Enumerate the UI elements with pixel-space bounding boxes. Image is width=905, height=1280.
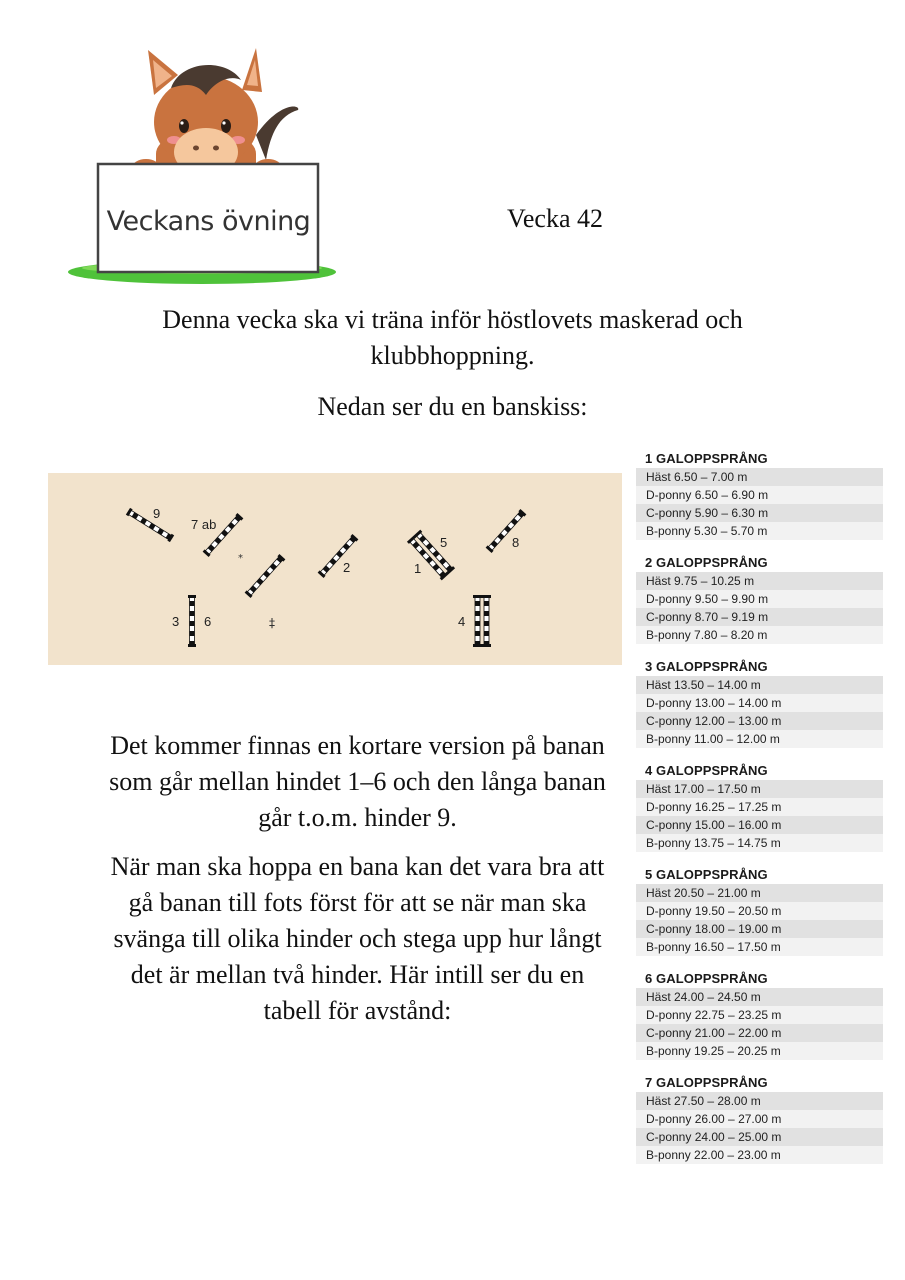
distance-row: D-ponny 9.50 – 9.90 m (636, 590, 883, 608)
distance-group (636, 1072, 883, 1164)
distance-row: B-ponny 7.80 – 8.20 m (636, 626, 883, 644)
fence-8 (486, 509, 527, 553)
distance-row: Häst 27.50 – 28.00 m (636, 1092, 883, 1110)
distance-row: C-ponny 21.00 – 22.00 m (636, 1024, 883, 1042)
veckans-ovning-logo (66, 40, 346, 290)
fence-unnumbered (245, 554, 286, 598)
distance-row: D-ponny 6.50 – 6.90 m (636, 486, 883, 504)
distance-row: C-ponny 18.00 – 19.00 m (636, 920, 883, 938)
distance-row: D-ponny 16.25 – 17.25 m (636, 798, 883, 816)
course-label-6: 6 (204, 614, 212, 629)
intro-text: Denna vecka ska vi träna inför höstlovets maskerad och klubbhoppning. (162, 305, 743, 370)
group-title: 4 GALOPPSPRÅNG (645, 763, 768, 778)
distance-row: B-ponny 5.30 – 5.70 m (636, 522, 883, 540)
distance-row: B-ponny 19.25 – 20.25 m (636, 1042, 883, 1060)
distance-row: D-ponny 22.75 – 23.25 m (636, 1006, 883, 1024)
distance-row: B-ponny 11.00 – 12.00 m (636, 730, 883, 748)
fence-2 (318, 534, 359, 578)
course-label-7ab: 7 ab (191, 517, 217, 532)
walking-course-advice: När man ska hoppa en bana kan det vara bra att gå banan till fots först för att se när man ska svänga till olika hinder och stega upp hur långt det är mellan två hinder. Här intill ser du en tabell för avstånd: (110, 852, 605, 1025)
distance-group (636, 552, 883, 644)
distance-row: C-ponny 8.70 – 9.19 m (636, 608, 883, 626)
distance-row: D-ponny 19.50 – 20.50 m (636, 902, 883, 920)
logo-text: Veckans övning (106, 206, 311, 237)
svg-text:‡: ‡ (269, 616, 275, 630)
fence-4-oxer (473, 595, 491, 647)
group-title: 2 GALOPPSPRÅNG (645, 555, 768, 570)
distance-row: Häst 6.50 – 7.00 m (636, 468, 883, 486)
distance-row: Häst 20.50 – 21.00 m (636, 884, 883, 902)
course-label-9: 9 (153, 506, 161, 521)
course-label-2: 2 (343, 560, 351, 575)
week-label: Vecka 42 (506, 204, 603, 233)
fence-9 (126, 508, 174, 542)
distance-group (636, 968, 883, 1060)
group-title: 3 GALOPPSPRÅNG (645, 659, 768, 674)
course-label-8: 8 (512, 535, 520, 550)
distance-row: C-ponny 5.90 – 6.30 m (636, 504, 883, 522)
distance-row: Häst 9.75 – 10.25 m (636, 572, 883, 590)
distance-row: B-ponny 22.00 – 23.00 m (636, 1146, 883, 1164)
distance-group (636, 448, 883, 540)
course-label-5: 5 (440, 535, 448, 550)
distance-table (636, 448, 883, 1176)
distance-group (636, 760, 883, 852)
distance-row: Häst 13.50 – 14.00 m (636, 676, 883, 694)
group-title: 6 GALOPPSPRÅNG (645, 971, 768, 986)
course-label-4: 4 (458, 614, 466, 629)
distance-row: C-ponny 24.00 – 25.00 m (636, 1128, 883, 1146)
course-label-3: 3 (172, 614, 180, 629)
distance-row: B-ponny 13.75 – 14.75 m (636, 834, 883, 852)
svg-text:*: * (238, 553, 243, 564)
group-title: 7 GALOPPSPRÅNG (645, 1075, 768, 1090)
course-sketch-drawing (48, 473, 622, 665)
group-title: 5 GALOPPSPRÅNG (645, 867, 768, 882)
distance-row: Häst 24.00 – 24.50 m (636, 988, 883, 1006)
group-title: 1 GALOPPSPRÅNG (645, 451, 768, 466)
distance-row: C-ponny 15.00 – 16.00 m (636, 816, 883, 834)
distance-group (636, 864, 883, 956)
course-sketch-caption: Nedan ser du en banskiss: (317, 392, 588, 421)
distance-row: D-ponny 26.00 – 27.00 m (636, 1110, 883, 1128)
distance-row: B-ponny 16.50 – 17.50 m (636, 938, 883, 956)
distance-group (636, 656, 883, 748)
course-label-1: 1 (414, 561, 422, 576)
distance-row: C-ponny 12.00 – 13.00 m (636, 712, 883, 730)
distance-row: Häst 17.00 – 17.50 m (636, 780, 883, 798)
course-description: Det kommer finnas en kortare version på banan som går mellan hindet 1–6 och den långa banan går t.o.m. hinder 9. (109, 731, 606, 832)
fence-3-6 (188, 595, 196, 647)
distance-row: D-ponny 13.00 – 14.00 m (636, 694, 883, 712)
course-sketch (48, 473, 622, 665)
